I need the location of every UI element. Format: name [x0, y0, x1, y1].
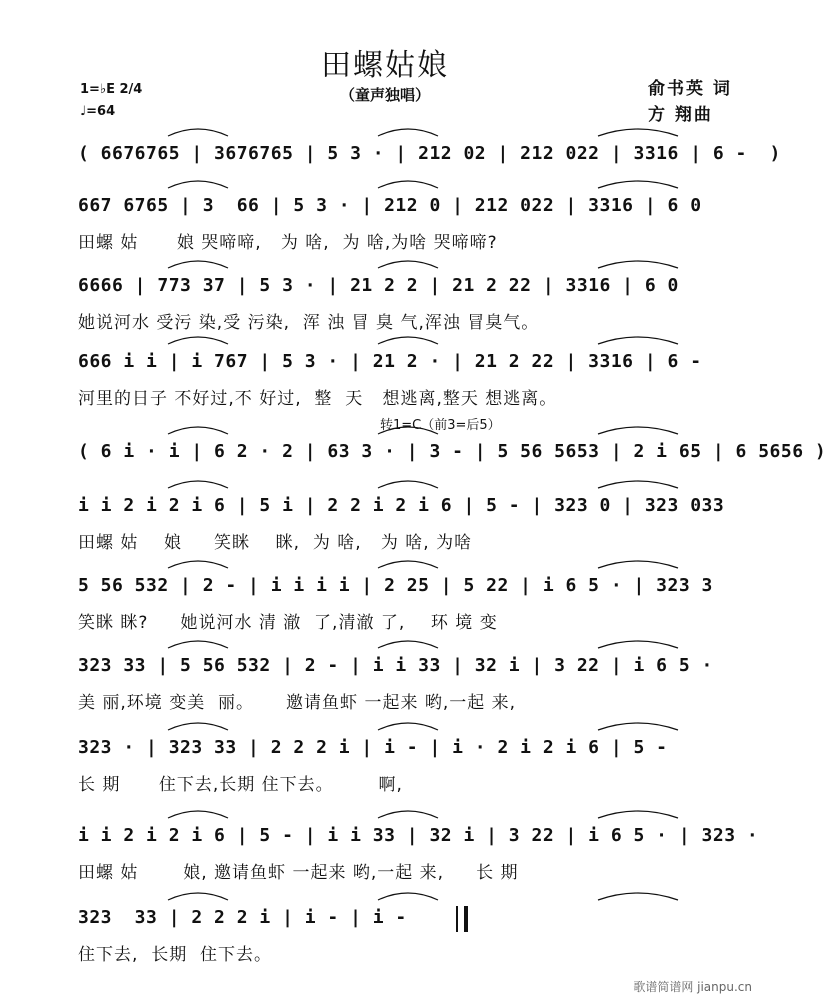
lyricist-credit: 俞书英 词 [648, 79, 732, 99]
slur [598, 181, 678, 188]
slur [378, 337, 438, 344]
slur [168, 561, 228, 568]
lyric-line: 田螺 姑 娘, 邀请鱼虾 一起来 哟,一起 来, 长 期 [78, 863, 519, 883]
slur [168, 337, 228, 344]
slur [168, 181, 228, 188]
slur [168, 129, 228, 136]
slur [168, 427, 228, 434]
slur [168, 641, 228, 648]
song-title: 田螺姑娘 [321, 48, 449, 83]
notation-line: 667 6765 | 3 66 | 5 3 · | 212 0 | 212 022 | 3316 | 6 0 [78, 195, 702, 216]
slur [598, 337, 678, 344]
slur [598, 641, 678, 648]
slur [378, 129, 438, 136]
slur [168, 811, 228, 818]
lyric-line: 住下去, 长期 住下去。 [78, 945, 273, 965]
notation-line: 323 33 | 2 2 2 i | i - | i - [78, 907, 407, 928]
slur [598, 427, 678, 434]
final-barline [456, 906, 468, 932]
slur [378, 181, 438, 188]
slur [378, 481, 438, 488]
key-signature: 1=♭E 2/4 [80, 82, 143, 97]
watermark: 歌谱简谱网 jianpu.cn [633, 980, 752, 994]
lyric-line: 美 丽,环境 变美 丽。 邀请鱼虾 一起来 哟,一起 来, [78, 693, 517, 713]
tempo-marking: ♩=64 [80, 104, 116, 119]
score-row [78, 344, 738, 432]
lyric-line: 笑眯 眯? 她说河水 清 澈 了,清澈 了, 环 境 变 [78, 613, 498, 633]
slur [378, 723, 438, 730]
performance-note: （童声独唱） [339, 86, 430, 104]
notation-line: ( 6 i · i | 6 2 · 2 | 63 3 · | 3 - | 5 56 5653 | 2 i 65 | 6 5656 ) [78, 441, 826, 462]
slur [378, 641, 438, 648]
notation-line: 323 33 | 5 56 532 | 2 - | i i 33 | 32 i | 3 22 | i 6 5 · [78, 655, 713, 676]
notation-line: 6666 | 773 37 | 5 3 · | 21 2 2 | 21 2 22 | 3316 | 6 0 [78, 275, 679, 296]
slur [168, 481, 228, 488]
modulation-marking: 转1=C（前3=后5） [380, 418, 501, 433]
notation-line: 666 i i | i 767 | 5 3 · | 21 2 · | 21 2 22 | 3316 | 6 - [78, 351, 702, 372]
slur [598, 811, 678, 818]
slur [168, 893, 228, 900]
notation-line: 323 · | 323 33 | 2 2 2 i | i - | i · 2 i 2 i 6 | 5 - [78, 737, 668, 758]
slur [598, 723, 678, 730]
notation-line: 5 56 532 | 2 - | i i i i | 2 25 | 5 22 | i 6 5 · | 323 3 [78, 575, 713, 596]
slur [378, 811, 438, 818]
slur [598, 893, 678, 900]
lyric-line: 田螺 姑 娘 笑眯 眯, 为 啥, 为 啥, 为啥 [78, 533, 473, 553]
notation-line: ( 6676765 | 3676765 | 5 3 · | 212 02 | 212 022 | 3316 | 6 - ) [78, 143, 781, 164]
lyric-line: 她说河水 受污 染,受 污染, 浑 浊 冒 臭 气,浑浊 冒臭气。 [78, 313, 540, 333]
slur [598, 129, 678, 136]
slur [598, 561, 678, 568]
notation-line: i i 2 i 2 i 6 | 5 i | 2 2 i 2 i 6 | 5 - | 323 0 | 323 033 [78, 495, 725, 516]
slur [378, 427, 438, 434]
slur [598, 481, 678, 488]
score-row [78, 900, 738, 988]
lyric-line: 河里的日子 不好过,不 好过, 整 天 想逃离,整天 想逃离。 [78, 389, 558, 409]
slur [168, 723, 228, 730]
notation-line: i i 2 i 2 i 6 | 5 - | i i 33 | 32 i | 3 22 | i 6 5 · | 323 · [78, 825, 759, 846]
slur [378, 561, 438, 568]
slur [168, 261, 228, 268]
lyric-line: 田螺 姑 娘 哭啼啼, 为 啥, 为 啥,为啥 哭啼啼? [78, 233, 498, 253]
slur [378, 893, 438, 900]
slur [378, 261, 438, 268]
lyric-line: 长 期 住下去,长期 住下去。 啊, [78, 775, 403, 795]
slur [598, 261, 678, 268]
composer-credit: 方 翔曲 [648, 105, 713, 125]
